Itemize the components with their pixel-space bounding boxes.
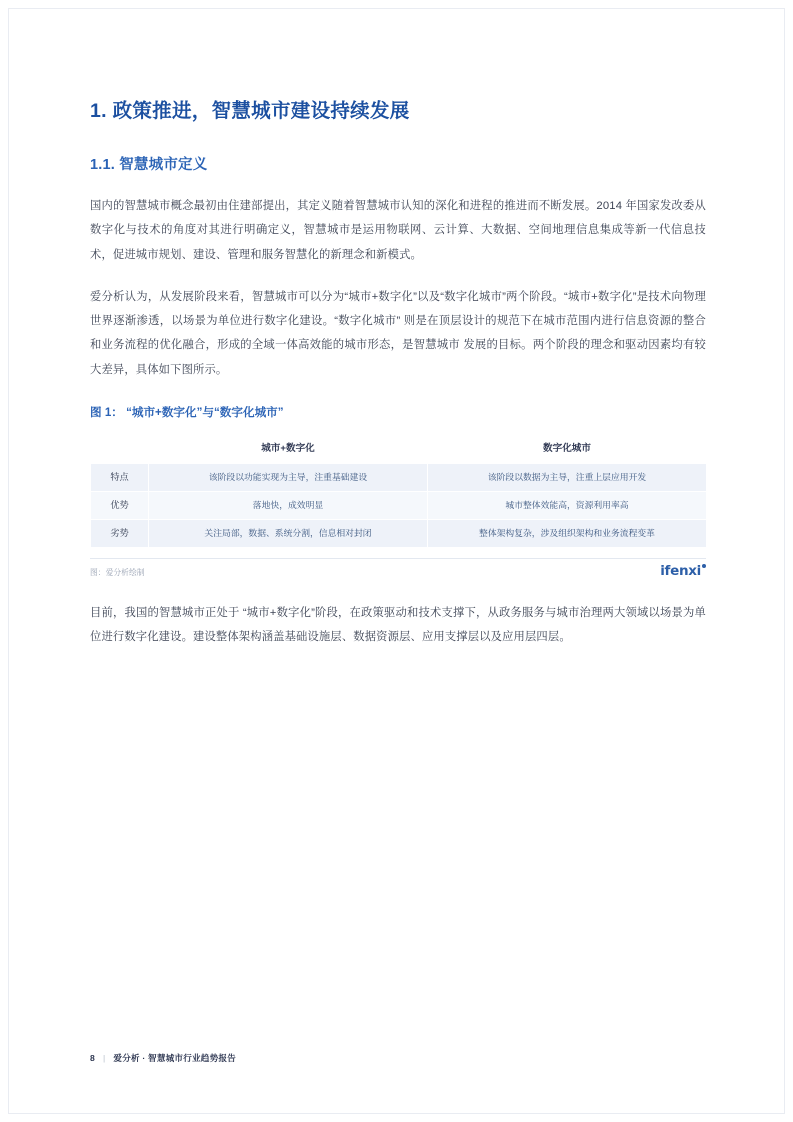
footer-document-name: 爱分析 · 智慧城市行业趋势报告 [113, 1053, 236, 1063]
figure-caption: 图 1： “城市+数字化”与“数字化城市” [90, 405, 284, 419]
figure-1 [90, 434, 706, 593]
table-cell-disadvantage-city-plus-digital: 关注局部，数据、系统分割，信息相对封闭 [149, 519, 428, 547]
table-row [91, 463, 707, 491]
page-footer [90, 1052, 236, 1064]
figure-source-note: 图：爱分析绘制 [90, 567, 145, 577]
table-header-city-plus-digital: 城市+数字化 [149, 434, 428, 464]
table-row [91, 491, 707, 519]
table-cell-feature-digital-city: 该阶段以数据为主导，注重上层应用开发 [428, 463, 707, 491]
table-row [91, 519, 707, 547]
table-cell-advantage-digital-city: 城市整体效能高，资源利用率高 [428, 491, 707, 519]
table-cell-advantage-city-plus-digital: 落地快，成效明显 [149, 491, 428, 519]
table-header-blank [91, 434, 149, 464]
subsection-title: 1.1. 智慧城市定义 [90, 157, 208, 173]
body-paragraph-2: 爱分析认为，从发展阶段来看，智慧城市可以分为“城市+数字化”以及“数字化城市”两个阶段。“城市+数字化”是技术向物理世界逐渐渗透，以场景为单位进行数字化建设。“数字化城市” 则是在顶层设计的规范下在城市范围内进行信息资源的整合和业务流程的优化融合，形成的全域一体高效能的城市形态，是智慧城市 发展的目标。两个阶段的理念和驱动因素均有较大差异，具体如下图所示。 [90, 290, 706, 376]
brand-logo-text: ifenxi [660, 562, 701, 579]
table-row-label-disadvantage: 劣势 [91, 519, 149, 547]
comparison-table [90, 434, 707, 548]
table-cell-disadvantage-digital-city: 整体架构复杂，涉及组织架构和业务流程变革 [428, 519, 707, 547]
figure-footer [90, 558, 706, 593]
page-content [90, 95, 706, 667]
table-row-label-advantage: 优势 [91, 491, 149, 519]
table-cell-feature-city-plus-digital: 该阶段以功能实现为主导，注重基础建设 [149, 463, 428, 491]
section-title: 1. 政策推进，智慧城市建设持续发展 [90, 100, 410, 122]
body-paragraph-3: 目前，我国的智慧城市正处于 “城市+数字化”阶段，在政策驱动和技术支撑下，从政务服务与城市治理两大领域以场景为单位进行数字化建设。建设整体架构涵盖基础设施层、数据资源层、应用支撑层以及应用层四层。 [90, 606, 706, 643]
brand-logo [660, 563, 706, 579]
table-row-label-feature: 特点 [91, 463, 149, 491]
brand-logo-dot-icon [702, 564, 706, 568]
footer-divider: | [102, 1053, 106, 1063]
table-header-digital-city: 数字化城市 [428, 434, 707, 464]
page-number: 8 [90, 1053, 95, 1063]
table-header-row [91, 434, 707, 464]
body-paragraph-1: 国内的智慧城市概念最初由住建部提出，其定义随着智慧城市认知的深化和进程的推进而不断发展。2014 年国家发改委从数字化与技术的角度对其进行明确定义，智慧城市是运用物联网、云计算、大数据、空间地理信息集成等新一代信息技术，促进城市规划、建设、管理和服务智慧化的新理念和新模式。 [90, 200, 706, 261]
